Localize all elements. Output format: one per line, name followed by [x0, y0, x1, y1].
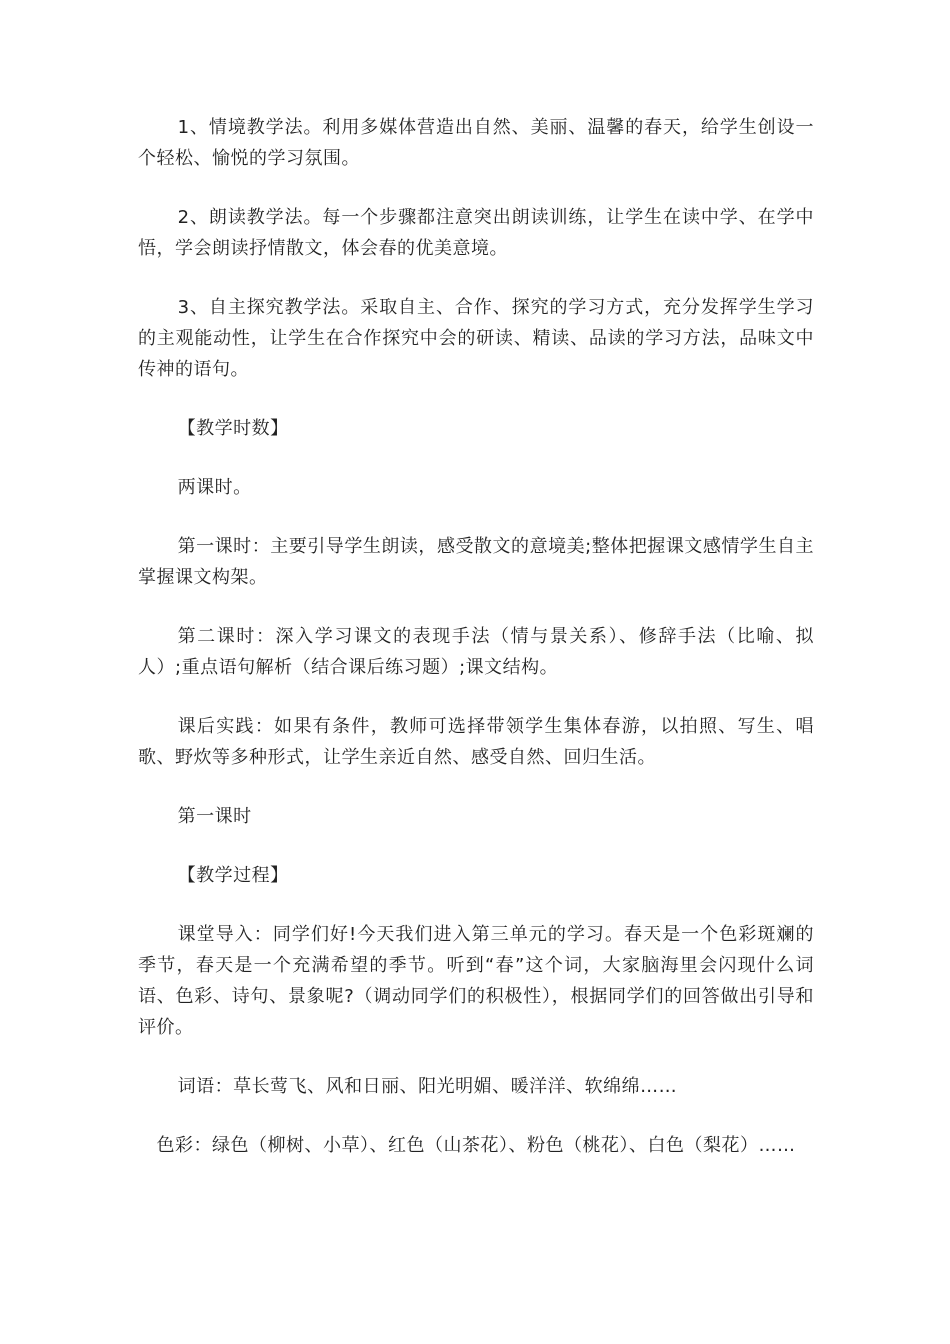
two-lessons-paragraph: 两课时。 — [177, 477, 252, 498]
second-lesson-paragraph: 第二课时：深入学习课文的表现手法（情与景关系）、修辞手法（比喻、拟人）;重点语句解析（结合课后练习题）;课文结构。 — [138, 626, 814, 678]
method-2-paragraph: 2、朗读教学法。每一个步骤都注意突出朗读训练，让学生在读中学、在学中悟，学会朗读抒情散文，体会春的优美意境。 — [138, 207, 814, 259]
words-paragraph: 词语：草长莺飞、风和日丽、阳光明媚、暖洋洋、软绵绵…… — [177, 1076, 678, 1097]
colors-paragraph: 色彩：绿色（柳树、小草）、红色（山茶花）、粉色（桃花）、白色（梨花）…… — [156, 1135, 796, 1156]
first-lesson-heading: 第一课时 — [177, 806, 252, 827]
first-lesson-paragraph: 第一课时：主要引导学生朗读，感受散文的意境美;整体把握课文感情学生自主掌握课文构架。 — [138, 536, 814, 588]
document-page — [138, 112, 814, 1189]
after-class-practice-paragraph: 课后实践：如果有条件，教师可选择带领学生集体春游，以拍照、写生、唱歌、野炊等多种形式，让学生亲近自然、感受自然、回归生活。 — [138, 716, 814, 768]
classroom-intro-paragraph: 课堂导入：同学们好!今天我们进入第三单元的学习。春天是一个色彩斑斓的季节，春天是一个充满希望的季节。听到“春”这个词，大家脑海里会闪现什么词语、色彩、诗句、景象呢?（调动同学们的积极性），根据同学们的回答做出引导和评价。 — [138, 924, 814, 1038]
teaching-process-heading: 【教学过程】 — [177, 865, 289, 886]
teaching-hours-heading: 【教学时数】 — [177, 418, 289, 439]
method-3-paragraph: 3、自主探究教学法。采取自主、合作、探究的学习方式，充分发挥学生学习的主观能动性，让学生在合作探究中会的研读、精读、品读的学习方法，品味文中传神的语句。 — [138, 297, 814, 380]
method-1-paragraph: 1、情境教学法。利用多媒体营造出自然、美丽、温馨的春天，给学生创设一个轻松、愉悦的学习氛围。 — [138, 117, 814, 169]
